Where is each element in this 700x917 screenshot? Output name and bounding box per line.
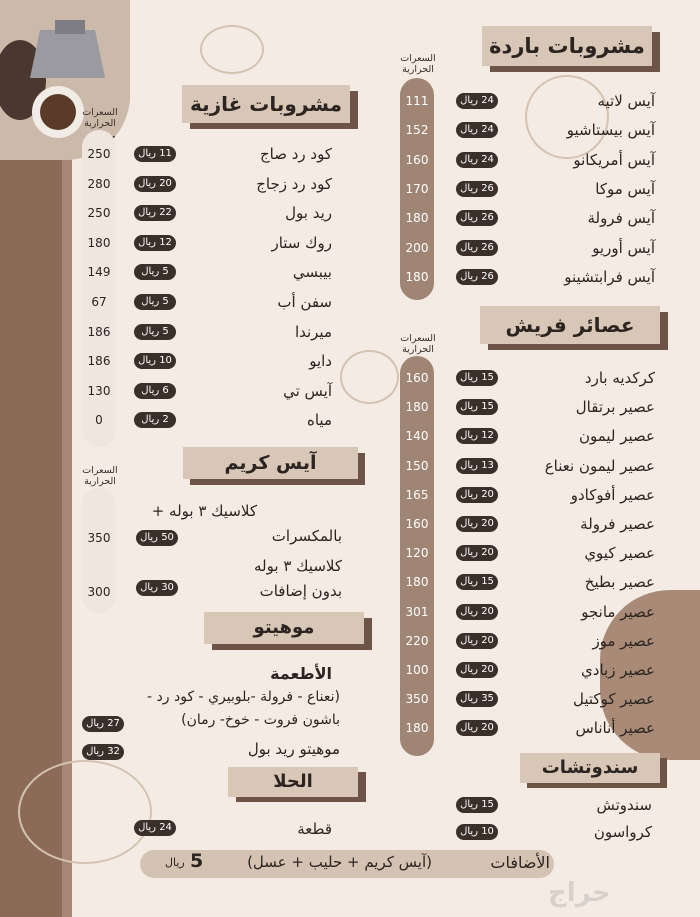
price-badge: 20 ريال <box>456 545 498 561</box>
price-badge: 6 ريال <box>134 383 176 399</box>
calories-value: 67 <box>91 295 107 309</box>
juices-item-name: عصير أفوكادو <box>570 485 655 504</box>
calories-value: 180 <box>87 235 111 250</box>
price-badge: 11 ريال <box>134 146 176 162</box>
juices-item-name: عصير ليمون <box>578 427 655 446</box>
section-title-sandwiches: سندوتشات <box>520 753 660 783</box>
soda-item-name: آيس تي <box>283 381 332 400</box>
section-title-soda: مشروبات غازية <box>182 85 350 123</box>
addons-price-number: 5 <box>190 850 204 872</box>
section-title-sweets: الحلا <box>228 767 358 797</box>
soda-item-name: ميرندا <box>294 322 332 341</box>
soda-item-name: روك ستار <box>271 233 332 252</box>
price-badge: 35 ريال <box>456 691 498 707</box>
calories-header: السعرات الحرارية <box>400 53 436 75</box>
soda-item-name: كود رد زجاج <box>256 174 332 193</box>
cold-item-name: آيس فرولة <box>587 209 655 228</box>
price-badge: 10 ريال <box>456 824 498 840</box>
soda-item-name: دايو <box>309 352 332 371</box>
calories-value: 149 <box>87 265 111 280</box>
icecream-item-1-line2: بالمكسرات <box>271 527 342 545</box>
calories-value: 180 <box>405 400 429 415</box>
mojito-flavors-line2: باشون فروت - خوخ- رمان) <box>181 712 340 728</box>
juices-item-name: عصير زبادي <box>581 661 655 679</box>
price-badge: 22 ريال <box>134 205 176 221</box>
price-badge: 15 ريال <box>456 574 498 590</box>
calories-value: 250 <box>87 147 111 161</box>
juices-item-name: عصير موز <box>592 631 655 650</box>
juices-item-name: عصير أناناس <box>575 719 655 738</box>
price-badge: 20 ريال <box>456 516 498 532</box>
calories-value: 280 <box>87 176 111 191</box>
calories-value: 186 <box>87 324 111 339</box>
cold-item-name: آيس أوريو <box>592 238 655 257</box>
calories-value: 220 <box>405 633 429 648</box>
calories-value: 300 <box>87 585 111 599</box>
calories-value: 152 <box>405 123 429 138</box>
price-badge: 5 ريال <box>134 294 176 310</box>
price-badge: 50 ريال <box>136 530 178 546</box>
price-badge: 24 ريال <box>456 93 498 109</box>
cold-item-name: آيس أمريكانو <box>573 150 655 169</box>
calories-value: 170 <box>405 181 429 196</box>
sandwiches-item-name: كرواسون <box>593 823 652 841</box>
cup-sketch-icon <box>525 75 609 159</box>
calories-value: 160 <box>405 517 429 531</box>
calories-value: 180 <box>405 269 429 284</box>
calories-value: 200 <box>405 240 429 255</box>
soda-item-name: سفن أب <box>277 293 332 311</box>
addons-price-unit: ريال <box>165 856 185 869</box>
juices-item-name: عصير كيوي <box>584 544 655 563</box>
price-badge: 5 ريال <box>134 324 176 340</box>
price-badge: 15 ريال <box>456 370 498 386</box>
calories-header: السعرات الحرارية <box>82 107 118 129</box>
price-badge: 27 ريال <box>82 716 124 732</box>
calories-value: 301 <box>405 604 429 619</box>
price-badge: 15 ريال <box>456 797 498 813</box>
price-badge: 20 ريال <box>134 176 176 192</box>
price-badge: 30 ريال <box>136 580 178 596</box>
juices-item-name: عصير ليمون نعناع <box>544 456 655 475</box>
calories-value: 160 <box>405 152 429 167</box>
mojito-flavors-title: الأطعمة <box>270 664 332 683</box>
price-badge: 12 ريال <box>456 428 498 444</box>
soda-item-name: ريد بول <box>285 204 332 223</box>
juices-item-name: كركديه بارد <box>584 369 655 387</box>
price-badge: 26 ريال <box>456 181 498 197</box>
watermark-logo: حراج <box>548 878 611 908</box>
cold-item-name: آيس بيستاشيو <box>566 121 655 140</box>
price-badge: 32 ريال <box>82 744 124 760</box>
calories-value: 140 <box>405 429 429 444</box>
cold-item-name: آيس لاتيه <box>597 92 655 110</box>
icecream-item-2-line1: كلاسيك ٣ بوله <box>254 557 342 575</box>
price-badge: 26 ريال <box>456 240 498 256</box>
price-badge: 15 ريال <box>456 399 498 415</box>
calories-value: 150 <box>405 458 429 473</box>
mojito-flavors-line1: (نعناع - فرولة -بلوبيري - كود رد - <box>147 689 340 705</box>
mojito-redbull: موهيتو ريد بول <box>247 740 340 758</box>
price-badge: 20 ريال <box>456 662 498 678</box>
section-title-icecream: آيس كريم <box>183 447 358 479</box>
calories-header: السعرات الحرارية <box>82 465 118 487</box>
calories-value: 186 <box>87 354 111 369</box>
sandwiches-item-name: سندوتش <box>596 796 652 814</box>
price-badge: 2 ريال <box>134 412 176 428</box>
calories-value: 250 <box>87 206 111 221</box>
calories-value: 130 <box>87 383 111 398</box>
cup-sketch-icon <box>200 25 264 74</box>
addons-text: (آيس كريم + حليب + عسل) <box>247 853 432 871</box>
calories-value: 165 <box>405 487 429 502</box>
price-badge: 12 ريال <box>134 235 176 251</box>
price-badge: 20 ريال <box>456 633 498 649</box>
price-badge: 26 ريال <box>456 269 498 285</box>
calories-value: 180 <box>405 211 429 226</box>
juices-item-name: عصير برتقال <box>575 398 655 417</box>
cold-item-name: آيس موكا <box>595 179 655 198</box>
calories-value: 0 <box>95 413 103 428</box>
calories-value: 180 <box>405 575 429 590</box>
cup-sketch-icon <box>18 760 152 864</box>
price-badge: 20 ريال <box>456 720 498 736</box>
cold-item-name: آيس فرابتشينو <box>564 267 655 286</box>
calories-value: 111 <box>405 94 429 108</box>
section-title-mojito: موهيتو <box>204 612 364 644</box>
price-badge: 20 ريال <box>456 604 498 620</box>
price-badge: 5 ريال <box>134 264 176 280</box>
juices-item-name: عصير كوكتيل <box>573 690 655 709</box>
price-badge: 20 ريال <box>456 487 498 503</box>
juices-item-name: عصير بطيخ <box>584 573 655 592</box>
calories-value: 180 <box>405 721 429 736</box>
sweets-item: قطعة <box>297 820 332 838</box>
price-badge: 13 ريال <box>456 458 498 474</box>
calories-header: السعرات الحرارية <box>400 333 436 355</box>
calories-value: 350 <box>87 531 111 545</box>
icecream-item-2-line2: بدون إضافات <box>259 582 342 600</box>
soda-item-name: مياه <box>307 411 332 430</box>
icecream-item-1-line1: كلاسيك ٣ بوله + <box>151 502 257 520</box>
cup-sketch-icon <box>340 350 399 404</box>
section-title-cold: مشروبات باردة <box>482 26 652 66</box>
juices-item-name: عصير مانجو <box>581 602 655 621</box>
price-badge: 26 ريال <box>456 210 498 226</box>
soda-item-name: كود رد صاج <box>259 145 332 163</box>
price-badge: 24 ريال <box>456 122 498 138</box>
price-badge: 24 ريال <box>456 152 498 168</box>
addons-label: الأضافات <box>490 853 550 872</box>
price-badge: 10 ريال <box>134 353 176 369</box>
calories-value: 120 <box>405 546 429 561</box>
juices-item-name: عصير فرولة <box>580 515 655 533</box>
calories-value: 160 <box>405 371 429 385</box>
soda-item-name: بيبسي <box>292 263 332 282</box>
price-badge: 24 ريال <box>134 820 176 836</box>
calories-value: 350 <box>405 692 429 707</box>
calories-value: 100 <box>405 663 429 677</box>
section-title-juices: عصائر فريش <box>480 306 660 344</box>
